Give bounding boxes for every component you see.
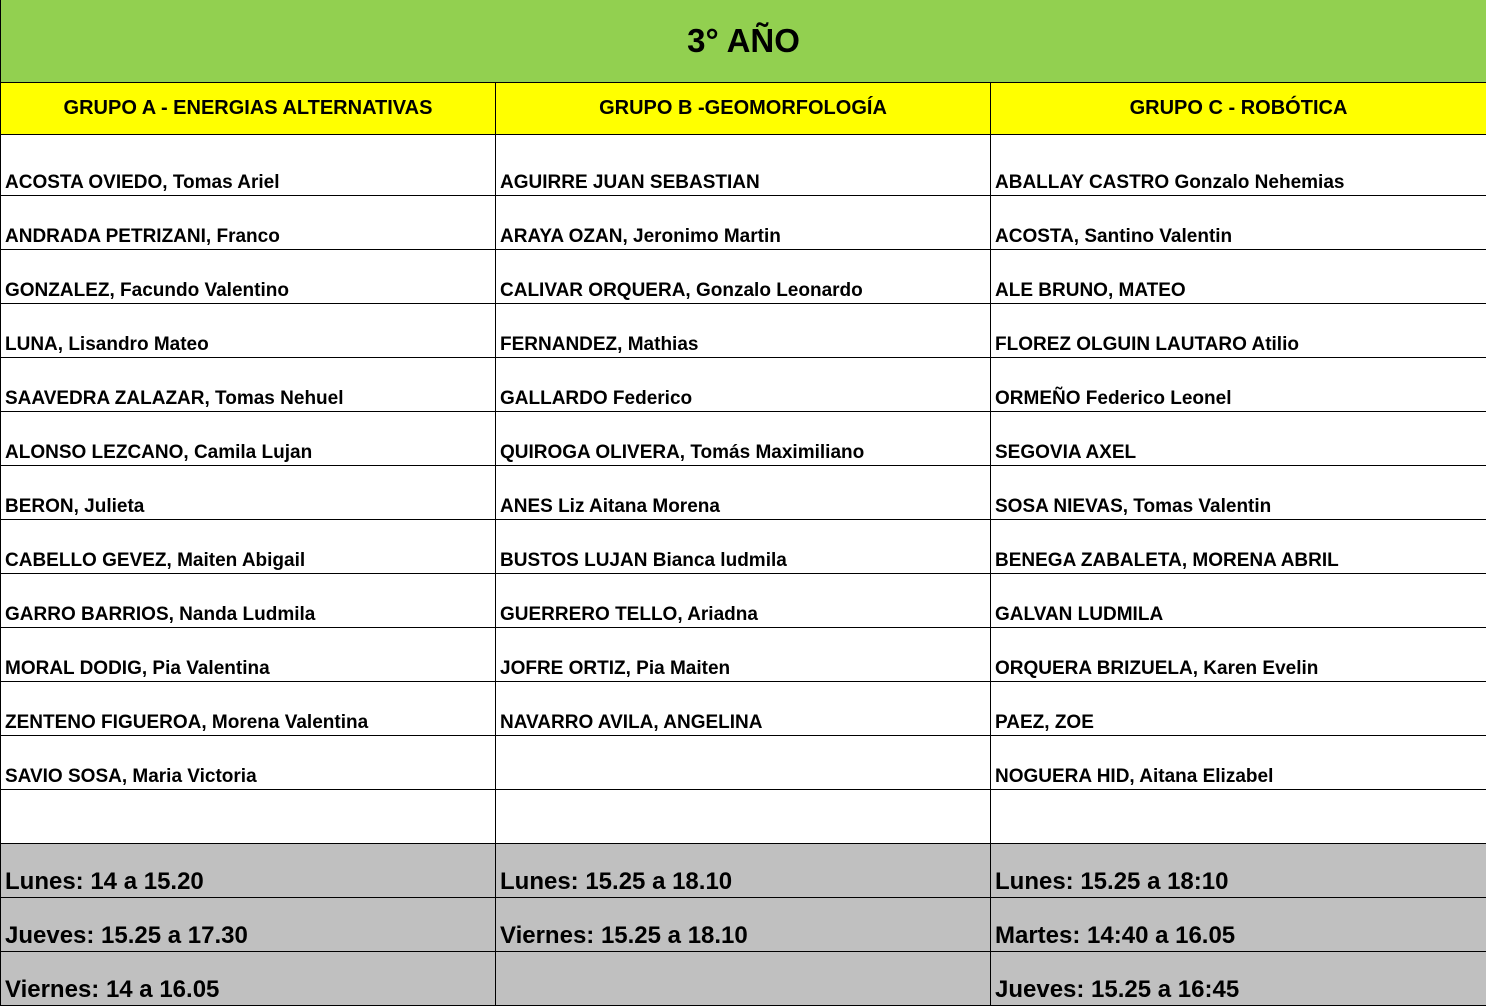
group-c-student-cell[interactable]: FLOREZ OLGUIN LAUTARO Atilio bbox=[991, 304, 1486, 358]
group-c-schedule-cell[interactable]: Lunes: 15.25 a 18:10 bbox=[991, 844, 1486, 898]
student-row bbox=[1, 466, 1486, 520]
group-b-student-cell[interactable]: FERNANDEZ, Mathias bbox=[496, 304, 991, 358]
student-row bbox=[1, 250, 1486, 304]
group-b-student-cell[interactable]: ANES Liz Aitana Morena bbox=[496, 466, 991, 520]
group-a-student-cell[interactable]: GARRO BARRIOS, Nanda Ludmila bbox=[1, 574, 496, 628]
group-a-student-cell[interactable] bbox=[1, 790, 496, 844]
group-a-student-cell[interactable]: CABELLO GEVEZ, Maiten Abigail bbox=[1, 520, 496, 574]
group-b-student-cell[interactable]: AGUIRRE JUAN SEBASTIAN bbox=[496, 135, 991, 196]
group-a-schedule-cell[interactable]: Jueves: 15.25 a 17.30 bbox=[1, 898, 496, 952]
group-a-schedule-cell[interactable]: Viernes: 14 a 16.05 bbox=[1, 952, 496, 1006]
group-b-header[interactable]: GRUPO B -GEOMORFOLOGÍA bbox=[496, 83, 991, 135]
group-b-student-cell[interactable]: GALLARDO Federico bbox=[496, 358, 991, 412]
group-b-schedule-cell[interactable]: Lunes: 15.25 a 18.10 bbox=[496, 844, 991, 898]
schedule-row bbox=[1, 952, 1486, 1006]
student-row bbox=[1, 790, 1486, 844]
schedule-row bbox=[1, 844, 1486, 898]
schedule-row bbox=[1, 898, 1486, 952]
group-a-student-cell[interactable]: SAAVEDRA ZALAZAR, Tomas Nehuel bbox=[1, 358, 496, 412]
student-row bbox=[1, 196, 1486, 250]
group-b-student-cell[interactable]: ARAYA OZAN, Jeronimo Martin bbox=[496, 196, 991, 250]
group-b-student-cell[interactable]: NAVARRO AVILA, ANGELINA bbox=[496, 682, 991, 736]
group-a-student-cell[interactable]: BERON, Julieta bbox=[1, 466, 496, 520]
group-a-student-cell[interactable]: ALONSO LEZCANO, Camila Lujan bbox=[1, 412, 496, 466]
student-row bbox=[1, 682, 1486, 736]
group-c-student-cell[interactable]: PAEZ, ZOE bbox=[991, 682, 1486, 736]
student-row bbox=[1, 736, 1486, 790]
group-b-student-cell[interactable]: QUIROGA OLIVERA, Tomás Maximiliano bbox=[496, 412, 991, 466]
group-a-student-cell[interactable]: ANDRADA PETRIZANI, Franco bbox=[1, 196, 496, 250]
group-c-student-cell[interactable]: ALE BRUNO, MATEO bbox=[991, 250, 1486, 304]
group-a-student-cell[interactable]: LUNA, Lisandro Mateo bbox=[1, 304, 496, 358]
group-c-student-cell[interactable]: ORMEÑO Federico Leonel bbox=[991, 358, 1486, 412]
group-a-schedule-cell[interactable]: Lunes: 14 a 15.20 bbox=[1, 844, 496, 898]
group-c-student-cell[interactable]: ACOSTA, Santino Valentin bbox=[991, 196, 1486, 250]
group-a-student-cell[interactable]: MORAL DODIG, Pia Valentina bbox=[1, 628, 496, 682]
group-b-student-cell[interactable]: CALIVAR ORQUERA, Gonzalo Leonardo bbox=[496, 250, 991, 304]
student-row bbox=[1, 304, 1486, 358]
group-a-header[interactable]: GRUPO A - ENERGIAS ALTERNATIVAS bbox=[1, 83, 496, 135]
group-c-header[interactable]: GRUPO C - ROBÓTICA bbox=[991, 83, 1486, 135]
group-c-schedule-cell[interactable]: Martes: 14:40 a 16.05 bbox=[991, 898, 1486, 952]
group-b-student-cell[interactable] bbox=[496, 736, 991, 790]
group-c-schedule-cell[interactable]: Jueves: 15.25 a 16:45 bbox=[991, 952, 1486, 1006]
group-b-schedule-cell[interactable] bbox=[496, 952, 991, 1006]
group-a-student-cell[interactable]: GONZALEZ, Facundo Valentino bbox=[1, 250, 496, 304]
title-row bbox=[1, 0, 1486, 83]
group-header-row bbox=[1, 83, 1486, 135]
group-b-student-cell[interactable]: BUSTOS LUJAN Bianca ludmila bbox=[496, 520, 991, 574]
group-a-student-cell[interactable]: ZENTENO FIGUEROA, Morena Valentina bbox=[1, 682, 496, 736]
group-a-student-cell[interactable]: ACOSTA OVIEDO, Tomas Ariel bbox=[1, 135, 496, 196]
group-c-student-cell[interactable]: NOGUERA HID, Aitana Elizabel bbox=[991, 736, 1486, 790]
group-b-student-cell[interactable]: JOFRE ORTIZ, Pia Maiten bbox=[496, 628, 991, 682]
group-c-student-cell[interactable]: SEGOVIA AXEL bbox=[991, 412, 1486, 466]
student-row bbox=[1, 574, 1486, 628]
student-row bbox=[1, 628, 1486, 682]
group-b-student-cell[interactable] bbox=[496, 790, 991, 844]
group-c-student-cell[interactable]: BENEGA ZABALETA, MORENA ABRIL bbox=[991, 520, 1486, 574]
group-b-schedule-cell[interactable]: Viernes: 15.25 a 18.10 bbox=[496, 898, 991, 952]
student-row bbox=[1, 135, 1486, 196]
group-c-student-cell[interactable] bbox=[991, 790, 1486, 844]
group-c-student-cell[interactable]: GALVAN LUDMILA bbox=[991, 574, 1486, 628]
group-b-student-cell[interactable]: GUERRERO TELLO, Ariadna bbox=[496, 574, 991, 628]
page-title[interactable]: 3° AÑO bbox=[1, 0, 1486, 83]
group-c-student-cell[interactable]: SOSA NIEVAS, Tomas Valentin bbox=[991, 466, 1486, 520]
student-row bbox=[1, 358, 1486, 412]
group-a-student-cell[interactable]: SAVIO SOSA, Maria Victoria bbox=[1, 736, 496, 790]
group-c-student-cell[interactable]: ORQUERA BRIZUELA, Karen Evelin bbox=[991, 628, 1486, 682]
student-row bbox=[1, 412, 1486, 466]
student-row bbox=[1, 520, 1486, 574]
group-c-student-cell[interactable]: ABALLAY CASTRO Gonzalo Nehemias bbox=[991, 135, 1486, 196]
